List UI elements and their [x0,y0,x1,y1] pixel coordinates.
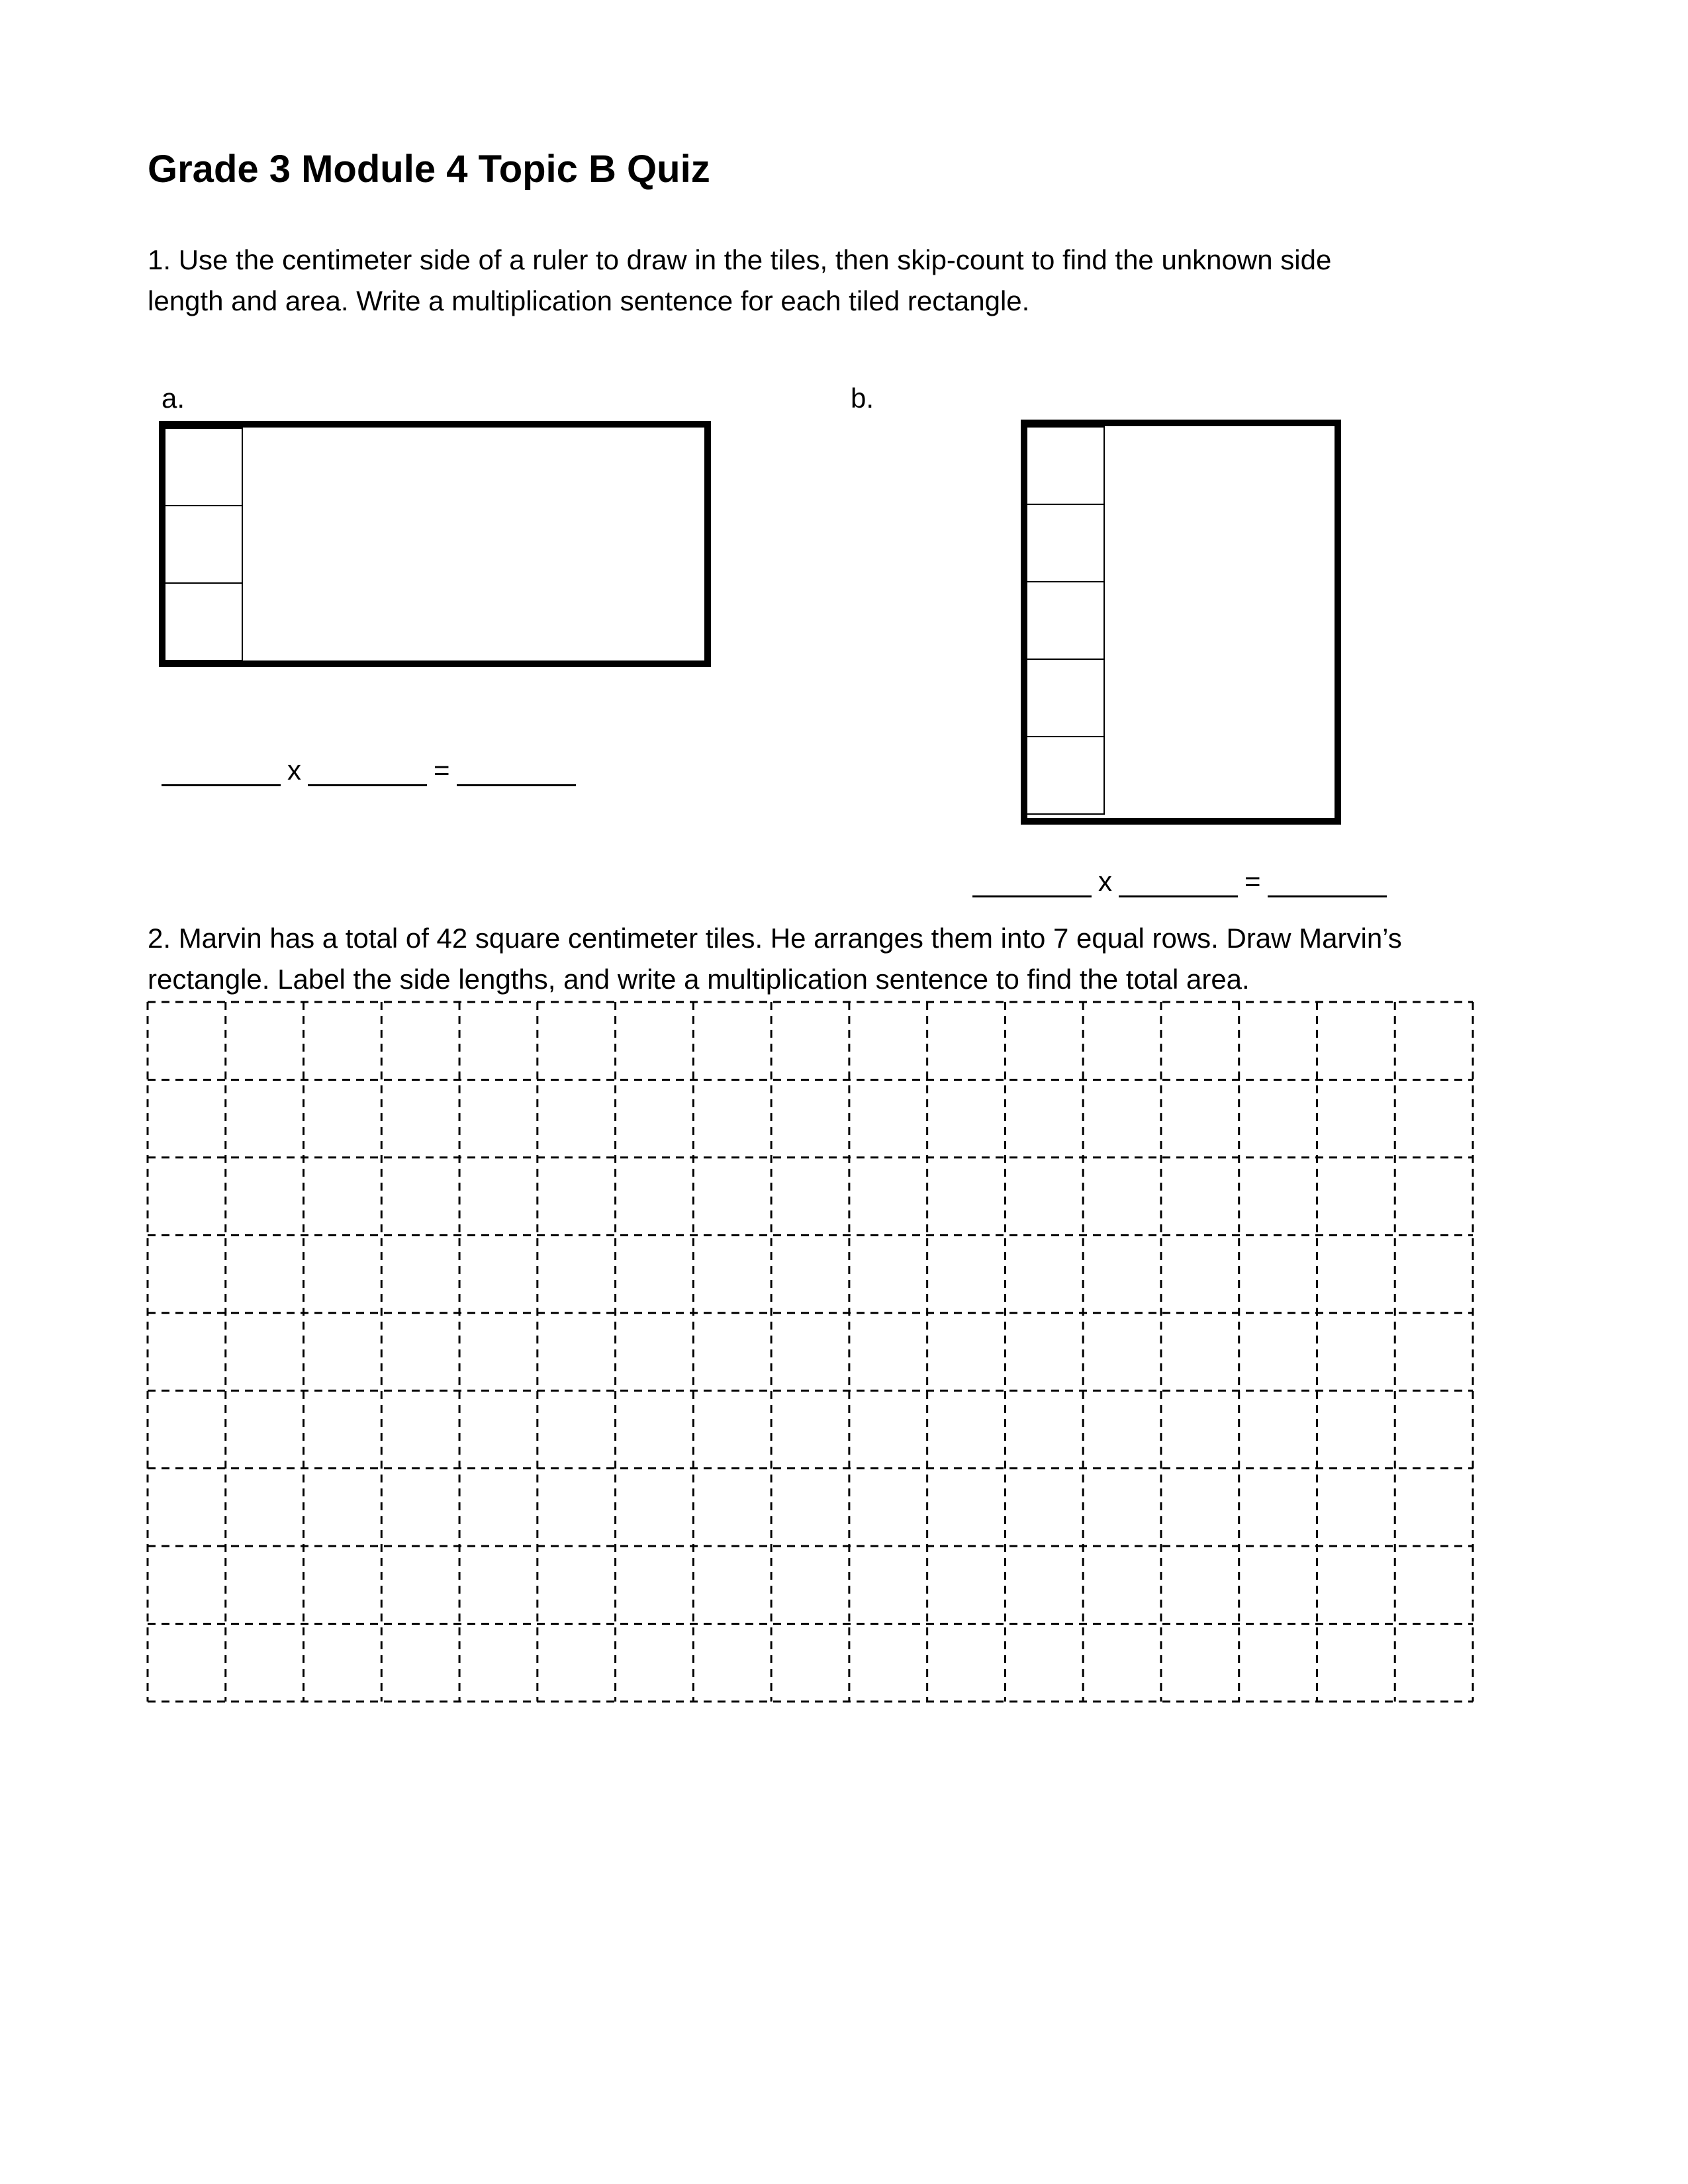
times-sign: x [1098,866,1112,897]
question-1-line-1: 1. Use the centimeter side of a ruler to draw in the tiles, then skip-count to find the unknown side [148,244,1332,275]
question-2-line-1: 2. Marvin has a total of 42 square centimeter tiles. He arranges them into 7 equal rows. Draw Marvin’s [148,923,1402,954]
question-1-line-2: length and area. Write a multiplication sentence for each tiled rectangle. [148,285,1030,316]
equals-sign: = [434,754,450,786]
question-2-line-2: rectangle. Label the side lengths, and write a multiplication sentence to find the total area. [148,964,1250,995]
page-title: Grade 3 Module 4 Topic B Quiz [148,148,710,191]
times-sign: x [287,754,301,786]
part-a-label: a. [162,383,185,414]
equals-sign: = [1244,866,1261,897]
part-b-label: b. [851,383,874,414]
